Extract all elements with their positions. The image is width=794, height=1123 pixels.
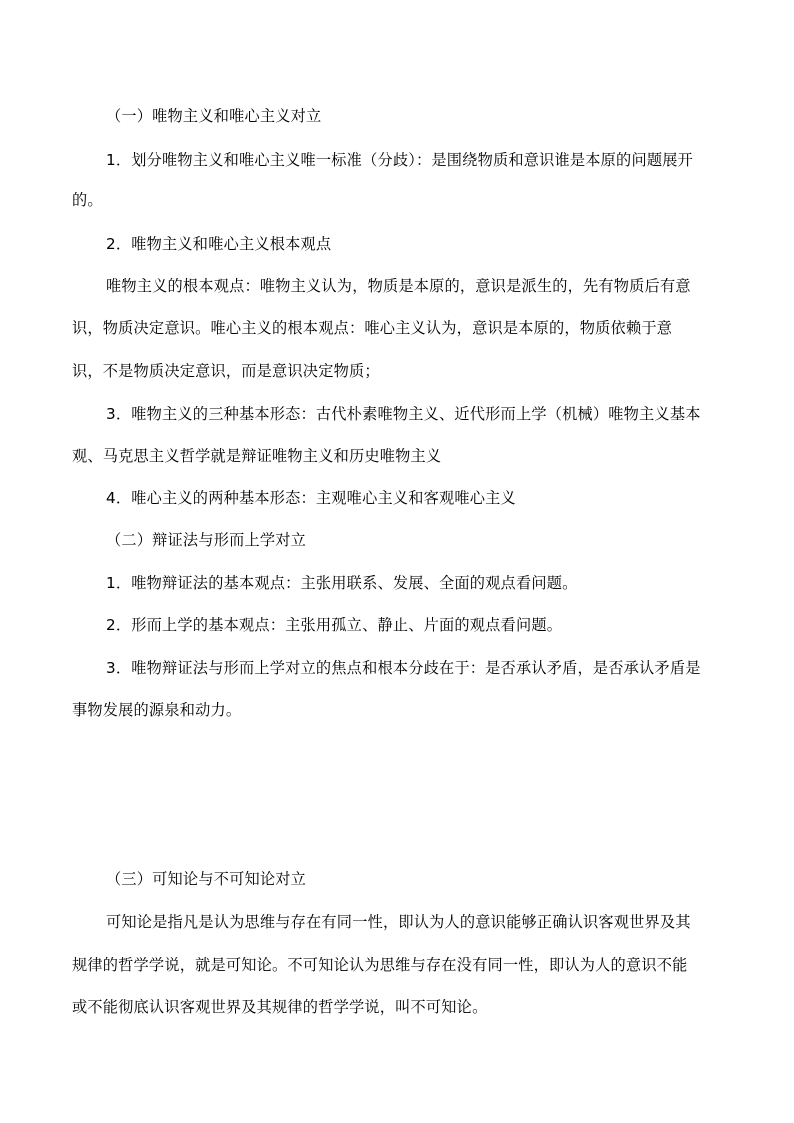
paragraph-line: 规律的哲学学说，就是可知论。不可知论认为思维与存在没有同一性，即认为人的意识不能 xyxy=(72,956,688,974)
paragraph-line: 识，不是物质决定意识，而是意识决定物质； xyxy=(72,362,380,380)
heading-dialectics-metaphysics: （二）辩证法与形而上学对立 xyxy=(106,531,307,549)
paragraph-line: 的。 xyxy=(72,191,103,209)
paragraph-line: 识，物质决定意识。唯心主义的根本观点：唯心主义认为，意识是本原的，物质依赖于意 xyxy=(72,319,673,337)
paragraph-line: 唯物主义的根本观点：唯物主义认为，物质是本原的，意识是派生的，先有物质后有意 xyxy=(106,277,691,295)
paragraph-line: 2．形而上学的基本观点：主张用孤立、静止、片面的观点看问题。 xyxy=(106,616,563,634)
paragraph-line: 4．唯心主义的两种基本形态：主观唯心主义和客观唯心主义 xyxy=(106,489,516,507)
heading-materialism-idealism: （一）唯物主义和唯心主义对立 xyxy=(106,107,322,125)
paragraph-line: 1．唯物辩证法的基本观点：主张用联系、发展、全面的观点看问题。 xyxy=(106,574,578,592)
paragraph-line: 3．唯物主义的三种基本形态：古代朴素唯物主义、近代形而上学（机械）唯物主义基本 xyxy=(106,405,701,423)
paragraph-line: 2．唯物主义和唯心主义根本观点 xyxy=(106,235,332,253)
paragraph-line: 事物发展的源泉和动力。 xyxy=(72,701,242,719)
paragraph-line: 可知论是指凡是认为思维与存在有同一性，即认为人的意识能够正确认识客观世界及其 xyxy=(106,913,691,931)
paragraph-line: 或不能彻底认识客观世界及其规律的哲学学说，叫不可知论。 xyxy=(72,998,488,1016)
heading-agnosticism: （三）可知论与不可知论对立 xyxy=(106,870,307,888)
paragraph-line: 1．划分唯物主义和唯心主义唯一标准（分歧）：是围绕物质和意识谁是本原的问题展开 xyxy=(106,151,693,169)
paragraph-line: 3．唯物辩证法与形而上学对立的焦点和根本分歧在于：是否承认矛盾，是否承认矛盾是 xyxy=(106,659,701,677)
paragraph-line: 观、马克思主义哲学就是辩证唯物主义和历史唯物主义 xyxy=(72,447,442,465)
